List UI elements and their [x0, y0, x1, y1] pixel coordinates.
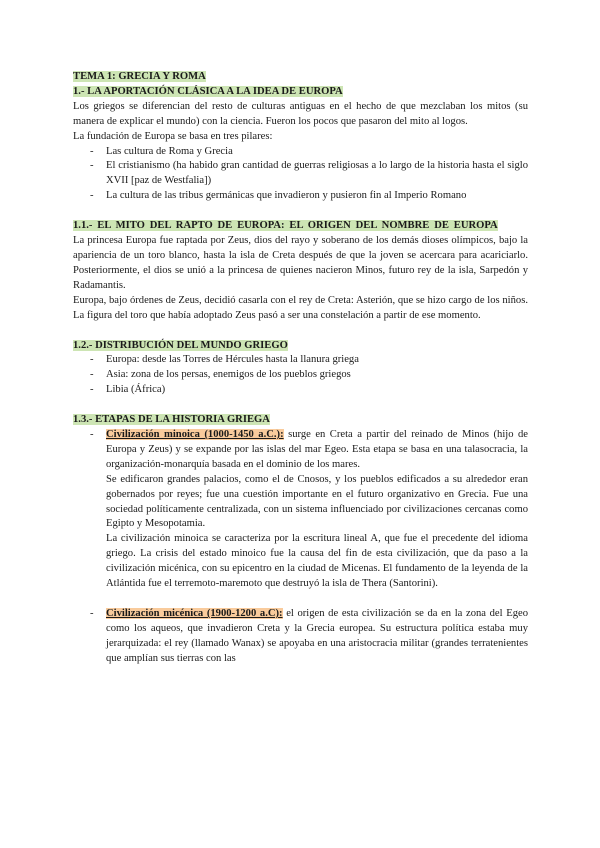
list-item: - La cultura de las tribus germánicas que invadieron y pusieron fin al Imperio Romano — [73, 189, 528, 204]
stages-list-2 — [73, 607, 528, 667]
stages-list — [73, 428, 528, 473]
paragraph: La princesa Europa fue raptada por Zeus, dios del rayo y soberano de los demás dioses olímpicos, bajo la apariencia de un toro blanco, hasta la isla de Creta después de que la joven se acercara para acariciarlo. Posteriormente, el dios se unió a la princesa de quienes nacieron Minos, futuro rey de la isla, Sarpedón y Radamantis. — [73, 235, 528, 291]
paragraph: Se edificaron grandes palacios, como el de Cnosos, y los pueblos edificados a su alrededor eran gobernados por reyes; fue una cuestión importante en el futuro organizativo en Grecia. Fue una sociedad políticamente centralizada, con un sistema influenciado por civilizaciones cercanas como Egipto y Mesopotamia. — [106, 473, 528, 530]
document-title: TEMA 1: GRECIA Y ROMA — [73, 71, 206, 82]
list-item: - Las cultura de Roma y Grecia — [73, 145, 528, 160]
section-1-1-heading: 1.1.- EL MITO DEL RAPTO DE EUROPA: EL ORIGEN DEL NOMBRE DE EUROPA — [73, 220, 498, 232]
list-item: - El cristianismo (ha habido gran cantidad de guerras religiosas a lo largo de la historia hasta el siglo XVII [paz de Westfalia]) — [73, 159, 528, 189]
micenica-label: Civilización micénica (1900-1200 a.C): — [106, 608, 283, 619]
section-1-2-heading: 1.2.- DISTRIBUCIÓN DEL MUNDO GRIEGO — [73, 339, 288, 351]
paragraph: La civilización minoica se caracteriza por la escritura lineal A, que fue el precedente del idioma griego. La crisis del estado minoico fue la causa del fin de esta civilización, que da paso a la civilización micénica, con su epicentro en la ciudad de Micenas. El fundamento de la leyenda de la Atlántida fue el terremoto-maremoto que destruyó la isla de Thera (Santorini). — [106, 533, 528, 590]
pillars-list — [73, 145, 528, 205]
distribution-list — [73, 353, 528, 398]
list-item-micenica: - Civilización micénica (1900-1200 a.C): el origen de esta civilización se da en la zona del Egeo como los aqueos, que invadieron Creta y la Grecia europea. Su estructura política estaba muy jerarquizada: el rey (llamado Wanax) se apoyaba en una aristocracia militar (grandes terratenientes que amplían sus tierras con las — [73, 607, 528, 667]
paragraph: Europa, bajo órdenes de Zeus, decidió casarla con el rey de Creta: Asterión, que se hizo cargo de los niños. La figura del toro que había adoptado Zeus pasó a ser una constelación a partir de ese momento. — [73, 294, 528, 321]
section-1-heading: 1.- LA APORTACIÓN CLÁSICA A LA IDEA DE EUROPA — [73, 85, 343, 97]
list-item-minoica: - Civilización minoica (1000-1450 a.C.): surge en Creta a partir del reinado de Minos (hijo de Europa y Zeus) y se expande por las islas del mar Egeo. Esta etapa se basa en una talasocracia, la organización-monarquía basada en el dominio de los mares. — [73, 428, 528, 473]
list-item: - Asia: zona de los persas, enemigos de los pueblos griegos — [73, 368, 528, 383]
document-page — [73, 70, 528, 667]
section-1-3-heading: 1.3.- ETAPAS DE LA HISTORIA GRIEGA — [73, 414, 270, 426]
minoica-label: Civilización minoica (1000-1450 a.C.): — [106, 429, 284, 441]
paragraph: La fundación de Europa se basa en tres pilares: — [73, 130, 273, 142]
list-item: - Libia (África) — [73, 383, 528, 398]
paragraph: Los griegos se diferencian del resto de culturas antiguas en el hecho de que mezclaban los mitos (su manera de explicar el mundo) con la ciencia. Fueron los pocos que pasaron del mito al logos. — [73, 100, 528, 127]
list-item: - Europa: desde las Torres de Hércules hasta la llanura griega — [73, 353, 528, 368]
